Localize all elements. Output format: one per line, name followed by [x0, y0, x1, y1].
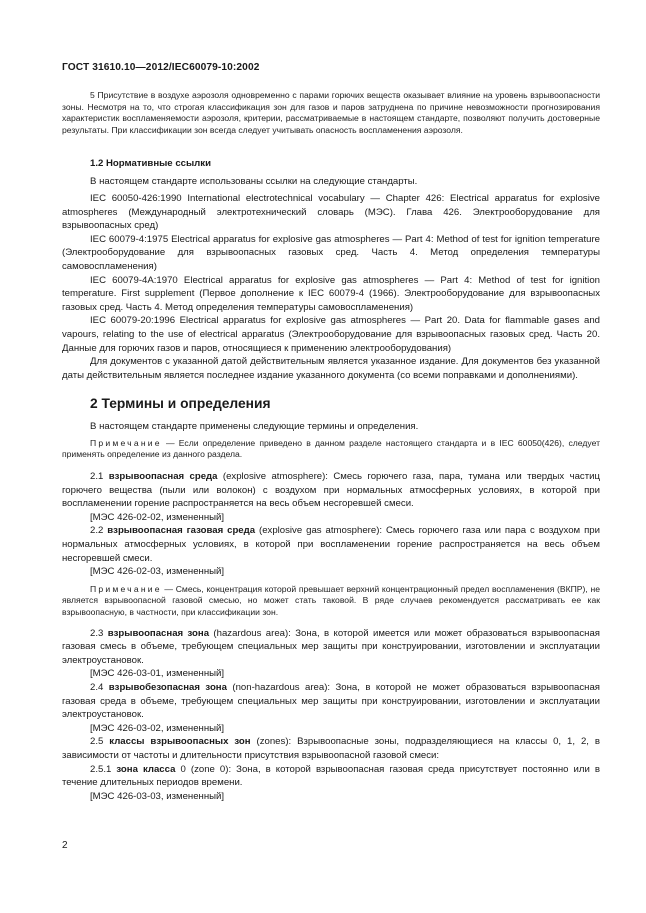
- term-2-5-number: 2.5: [90, 736, 110, 748]
- note-5: 5 Присутствие в воздухе аэрозоля одновременно с парами горючих веществ оказывает влияние на уровень взрывоопасности зоны. Несмотря на то, что строгая классификация зон для газов и паров затруднена по причине невозможности прогнозирования характеристик воспламеняемости аэрозоля, критерии, рассматриваемые в настоящем стандарте, позволяют получить достоверные результаты. При классификации зон всегда следует учитывать опасность воспламенения аэрозоля.: [62, 90, 600, 135]
- term-2-5-1-number: 2.5.1: [90, 763, 117, 775]
- term-2-1-source: [МЭС 426-02-02, измененный]: [90, 511, 225, 523]
- term-2-4-definition: (non-hazardous area): Зона, в которой не может образоваться взрывоопасная газовая среда в объеме, требующем специальных мер защиты при конструировании, изготовлении и эксплуатации электроустановок.: [62, 681, 600, 721]
- term-2-4: [62, 681, 600, 722]
- term-2-5-1-term: зона класса: [116, 763, 176, 775]
- reference-iec-60079-4: IEC 60079-4:1975 Electrical apparatus for explosive gas atmospheres — Part 4: Method of test for ignition temperature (Электрооборудование для взрывоопасных газовых сред. Часть 4. Метод определения температуры самовоспламенения): [62, 233, 600, 272]
- term-2-4-term: взрывобезопасная зона: [108, 681, 227, 693]
- term-2-5-1-definition: 0 (zone 0): Зона, в которой взрывоопасная газовая среда присутствует постоянно или в течение длительных периодов времени.: [62, 763, 600, 789]
- section-1-2-intro: В настоящем стандарте использованы ссылки на следующие стандарты.: [90, 176, 418, 188]
- note-2-label: Примечание: [90, 583, 162, 594]
- term-2-1: [62, 470, 600, 511]
- term-2-3-definition: (hazardous area): Зона, в которой имеется или может образоваться взрывоопасная газовая смесь в объеме, требующем специальных мер защиты при конструировании, изготовлении и эксплуатации электроустановок.: [62, 627, 600, 666]
- term-2-5-1: [62, 763, 600, 790]
- reference-iec-60050-426: IEC 60050-426:1990 International electrotechnical vocabulary — Chapter 426: Electrical apparatus for explosive atmospheres (Международный электротехнический словарь (МЭС). Глава 426. Электрооборудование для взрывоопасных сред): [62, 192, 600, 232]
- note-2: [62, 584, 600, 619]
- section-1-2-heading: 1.2 Нормативные ссылки: [90, 158, 211, 170]
- term-2-2: [62, 524, 600, 565]
- page-number: 2: [62, 840, 68, 851]
- term-2-3-source: [МЭС 426-03-01, измененный]: [90, 668, 225, 680]
- note-1-label: Примечание: [90, 437, 162, 448]
- term-2-2-number: 2.2: [90, 525, 108, 537]
- section-2-intro: В настоящем стандарте применены следующие термины и определения.: [90, 421, 419, 433]
- term-2-2-term: взрывоопасная газовая среда: [107, 525, 256, 537]
- section-1-2-closing: Для документов с указанной датой действительным является указанное издание. Для документов без указанной даты действительным является последнее издание указанного документа (со всеми поправками и дополнениями).: [62, 356, 600, 381]
- term-2-3: [62, 627, 600, 668]
- term-2-5-term: классы взрывоопасных зон: [109, 736, 251, 748]
- note-1-text: — Если определение приведено в данном разделе настоящего стандарта и в IEC 60050(426), следует применять определение из данного раздела.: [62, 437, 600, 460]
- term-2-5-1-source: [МЭС 426-03-03, измененный]: [90, 790, 225, 802]
- document-header: ГОСТ 31610.10—2012/IEC60079-10:2002: [62, 62, 260, 73]
- term-2-2-definition: (explosive gas atmosphere): Смесь горючего газа или пара с воздухом при нормальных атмосферных условиях, в которой при воспламенении горение распространяется на весь объем несгоревшей смеси.: [62, 525, 600, 564]
- term-2-1-term: взрывоопасная среда: [108, 471, 218, 483]
- section-2-heading: 2 Термины и определения: [90, 396, 271, 412]
- term-2-5: [62, 735, 600, 762]
- term-2-1-number: 2.1: [90, 471, 109, 483]
- term-2-4-source: [МЭС 426-03-02, измененный]: [90, 722, 225, 734]
- reference-iec-60079-20: IEC 60079-20:1996 Electrical apparatus for explosive gas atmospheres — Part 20. Data for flammable gases and vapours, relating to the use of electrical apparatus (Электрооборудование для взрывоопасных газовых сред. Часть 20. Данные для горючих газов и паров, относящиеся к применению электрооборудования): [62, 315, 600, 354]
- term-2-3-number: 2.3: [90, 627, 108, 639]
- term-2-5-definition: (zones): Взрывоопасные зоны, подразделяющиеся на классы 0, 1, 2, в зависимости от частоты и длительности присутствия взрывоопасной газовой смеси:: [62, 736, 600, 761]
- term-2-4-number: 2.4: [90, 681, 109, 693]
- term-2-3-term: взрывоопасная зона: [107, 627, 210, 639]
- note-2-text: — Смесь, концентрация которой превышает верхний концентрационный предел воспламенения (ВКПР), не является взрывоопасной газовой смесью, но может стать таковой. В ряде случаев рекомендуется рассматривать ее как взрывоопасную, в частности, при классификации зон.: [62, 583, 600, 617]
- term-2-2-source: [МЭС 426-02-03, измененный]: [90, 566, 225, 578]
- page-content: [62, 90, 600, 803]
- note-1: [62, 438, 600, 461]
- reference-iec-60079-4a: IEC 60079-4A:1970 Electrical apparatus for explosive gas atmospheres — Part 4: Method of test for ignition temperature. First supplement (Первое дополнение к IEC 60079-4 (1966). Электрооборудование для взрывоопасных газовых сред. Часть 4. Метод определения температуры самовоспламенения): [62, 274, 600, 313]
- term-2-1-definition: (explosive atmosphere): Смесь горючего газа, пара, тумана или твердых частиц горючего вещества (пыли или волокон) с воздухом при нормальных атмосферных условиях, в которой при воспламенении горение распространяется на весь объем несгоревшей смеси.: [62, 471, 600, 510]
